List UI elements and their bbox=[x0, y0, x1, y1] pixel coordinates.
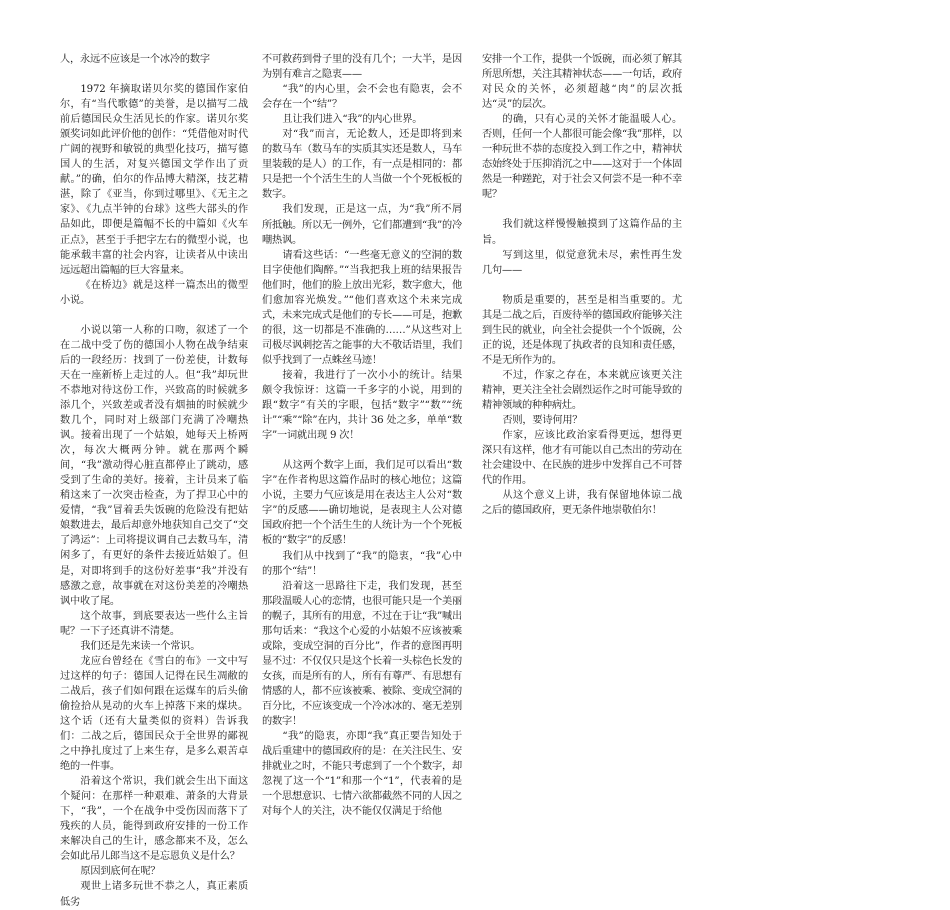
paragraph: “我”的内心里，会不会也有隐衷，会不会存在一个“结”？ bbox=[262, 84, 462, 111]
text-column-1 bbox=[60, 52, 248, 910]
paragraph: 的确，只有心灵的关怀才能温暖人心。否则，任何一个人都很可能会像“我”那样，以一种玩世不恭的态度投入到工作之中，精神状态始终处于压抑消沉之中——这对于一个体固然是一种蹉跎，对于社会又何尝不是一种不幸呢？ bbox=[482, 114, 682, 201]
paragraph: 我们从中找到了“我”的隐衷，“我”心中的那个“结”！ bbox=[262, 550, 462, 577]
paragraph: “我”的隐衷，亦即“我”真正要告知处于战后重建中的德国政府的是：在关注民生、安排就业之时，不能只考虑到了一个个数字，却忽视了这一个“1”和那一个“1”，代表着的是一个思想意识、七情六欲都截然不同的人因之对每个人的关注，决不能仅仅满足于给他 bbox=[262, 731, 462, 818]
paragraph: 作家，应该比政治家看得更远，想得更深只有这样，他才有可能以自己杰出的劳动在社会建设中、在民族的进步中发挥自己不可替代的作用。 bbox=[482, 430, 682, 487]
paragraph: 物质是重要的，甚至是相当重要的。尤其是二战之后，百废待举的德国政府能够关注到生民的就业，向全社会提供一个个饭碗，公正的说，还是体现了执政者的良知和责任感，不是无所作为的。 bbox=[482, 294, 682, 366]
paragraph: 否则，要诗何用？ bbox=[502, 415, 583, 427]
paragraph: 这个故事，到底要表达一些什么主旨呢？一下子还真讲不清楚。 bbox=[60, 610, 248, 637]
paragraph: 我们发现，正是这一点，为“我”所不屑所抵触。所以无一例外，它们都遭到“我”的冷嘲热讽。 bbox=[262, 204, 462, 246]
paragraph: 《在桥边》就是这样一篇杰出的微型小说。 bbox=[60, 279, 248, 306]
paragraph: 我们就这样慢慢触摸到了这篇作品的主旨。 bbox=[482, 219, 682, 246]
paragraph: 小说以第一人称的口吻，叙述了一个在二战中受了伤的德国小人物在战争结束后的一段经历：找到了一份差使，计数每天在一座新桥上走过的人。但“我”却玩世不恭地对待这份工作，兴致高的时候就多添几个，兴致差或者没有烟抽的时候就少数几个，同时对上级部门充满了冷嘲热讽。接着出现了一个姑娘，她每天上桥两次，每次大概两分钟。就在那两个瞬间，“我”激动得心脏直都停止了跳动，感受到了生命的美好。接着，主计员来了临稍这来了一次突击检查，为了捍卫心中的爱情，“我”冒着丢失饭碗的危险没有把姑娘数进去，最后却意外地获知自己交了“交了鸿运”：上司将提议调自己去数马车，清闲多了，有更好的条件去接近姑娘了。但是，对即将到手的这份好差事“我”并没有感激之意，故事就在对这份美差的冷嘲热讽中收了尾。 bbox=[60, 324, 248, 607]
text-column-3 bbox=[482, 52, 682, 518]
paragraph: 龙应台曾经在《雪白的布》一文中写过这样的句子：德国人记得在民生凋敝的二战后，孩子们如何跟在运煤车的后头偷偷捡拾从晃动的火车上掉落下来的煤块。这个话（还有大量类似的资料）告诉我们：二战之后，德国民众于全世界的鄙视之中挣扎度过了上来生存，是多么艰苦卓绝的一件事。 bbox=[60, 655, 248, 773]
paragraph: 不可救药到骨子里的没有几个；一大半，是因为别有难言之隐衷—— bbox=[262, 54, 462, 81]
paragraph: 写到这里，似觉意犹未尽，索性再生发几句—— bbox=[482, 249, 682, 276]
paragraph: 观世上诸多玩世不恭之人，真正素质低劣 bbox=[60, 881, 248, 908]
paragraph: 我们还是先来读一个常识。 bbox=[80, 640, 201, 652]
paragraph: 从这两个数字上面，我们足可以看出“数字”在作者构思这篇作品时的核心地位；这篇小说，主要力气应该是用在表达主人公对“数字”的反感——确切地说，是表现主人公对德国政府把一个个活生生的人统计为一个个死板板的“数字”的反感！ bbox=[262, 460, 462, 547]
paragraph: 不过，作家之存在，本来就应该更关注精神，更关注全社会剧烈运作之时可能导致的精神领域的种种病灶。 bbox=[482, 369, 682, 411]
paragraph: 安排一个工作，提供一个饭碗，而必须了解其所思所想，关注其精神状态——一句话，政府对民众的关怀，必须超越“肉”的层次抵达“灵”的层次。 bbox=[482, 54, 682, 111]
paragraph: 对“我”而言，无论数人，还是即将到来的数马车（数马车的实质其实还是数人，马车里装载的是人）的工作，有一点是相同的：都只是把一个个活生生的人当做一个个死板板的数字。 bbox=[262, 129, 462, 201]
paragraph: 接着，我进行了一次小小的统计。结果颇令我惊讶：这篇一千多字的小说，用到的跟“数字”有关的字眼，包括“数字”“数”“统计”“乘”“除”在内，共计 36 处之多，单单“数字”一词就出现 9 次！ bbox=[262, 369, 462, 442]
paragraph: 从这个意义上讲，我有保留地体谅二战之后的德国政府，更无条件地崇敬伯尔！ bbox=[482, 490, 682, 517]
paragraph: 沿着这个常识，我们就会生出下面这个疑问：在那样一种艰难、萧条的大背景下，“我”，一个在战争中受伤因而落下了残疾的人员，能得到政府安排的一份工作来解决自己的生计，感念都来不及，怎么会如此吊儿郎当这不是忘恩负义是什么？ bbox=[60, 776, 248, 863]
text-column-2 bbox=[262, 52, 462, 819]
paragraph: 沿着这一思路往下走，我们发现，甚至那段温暖人心的恋情，也很可能只是一个美丽的幌子，其所有的用意，不过在于让“我”喊出那句话来：“我这个心爱的小姑娘不应该被乘或除，变成空洞的百分比”，作者的意图再明显不过：不仅仅只是这个长着一头棕色长发的女孩，而是所有的人，所有有尊严、有思想有情感的人，都不应该被乘、被除、变成空洞的百分比，不应该变成一个冷冰冰的、毫无差别的数字！ bbox=[262, 580, 462, 728]
paragraph: 1972 年摘取诺贝尔奖的德国作家伯尔，有“当代歌德”的美誉，是以描写二战前后德国民众生活见长的作家。诺贝尔奖颁奖词如此评价他的创作：“凭借他对时代广阔的视野和敏锐的典型化技巧，描写德国人的生活，对复兴德国文学作出了贡献。”的确，伯尔的作品博大精深，技艺精湛，除了《亚当，你到过哪里》、《无主之家》、《九点半钟的台球》这些大部头的作品如此，即便是篇幅不长的中篇如《火车正点》，甚至于手把字左右的微型小说，也能承载丰富的社会内容，让读者从中读出远远超出篇幅的巨大容量来。 bbox=[60, 84, 248, 276]
paragraph: 请看这些话：“一些毫无意义的空洞的数目字使他们陶醉。”“当我把我上班的结果报告他们时，他们的脸上放出光彩，数字愈大，他们愈加容光焕发。”“他们喜欢这个未来完成式，未来完成式是他们的专长——可是，抱歉的很，这一切都是不准确的……”从这些对上司极尽讽刺挖苦之能事的大不敬话语里，我们似乎找到了一点蛛丝马迹！ bbox=[262, 249, 462, 366]
paragraph: 且让我们进入“我”的内心世界。 bbox=[282, 114, 423, 126]
paragraph: 原因到底何在呢？ bbox=[80, 866, 161, 878]
paragraph: 人，永远不应该是一个冰冷的数字 bbox=[60, 54, 210, 65]
